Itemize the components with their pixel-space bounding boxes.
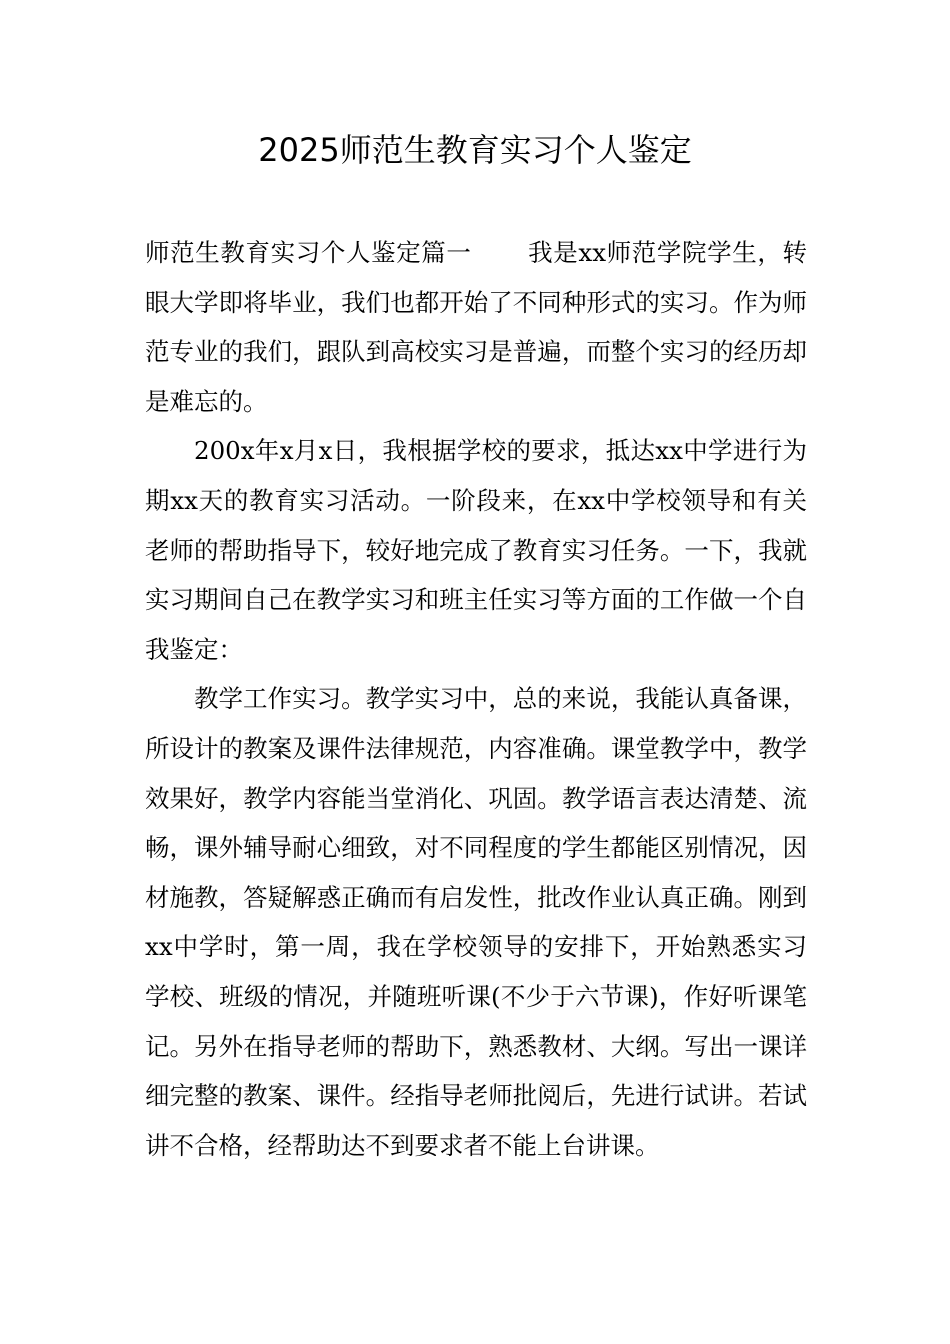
paragraph-3: 教学工作实习。教学实习中，总的来说，我能认真备课，所设计的教案及课件法律规范，内容准确。课堂教学中，教学效果好，教学内容能当堂消化、巩固。教学语言表达清楚、流畅，课外辅导耐心细致，对不同程度的学生都能区别情况，因材施教，答疑解惑正确而有启发性，批改作业认真正确。刚到xx中学时，第一周，我在学校领导的安排下，开始熟悉实习学校、班级的情况，并随班听课(不少于六节课)，作好听课笔记。另外在指导老师的帮助下，熟悉教材、大纲。写出一课详细完整的教案、课件。经指导老师批阅后，先进行试讲。若试讲不合格，经帮助达不到要求者不能上台讲课。 [145, 684, 807, 1160]
paragraph-2: 200x年x月x日，我根据学校的要求，抵达xx中学进行为期xx天的教育实习活动。一阶段来，在xx中学校领导和有关老师的帮助指导下，较好地完成了教育实习任务。一下，我就实习期间自己在教学实习和班主任实习等方面的工作做一个自我鉴定： [145, 436, 807, 664]
document-title: 2025师范生教育实习个人鉴定 [258, 131, 692, 169]
section-heading: 师范生教育实习个人鉴定篇一 [145, 238, 472, 267]
paragraph-intro-text: 我是xx师范学院学生，转眼大学即将毕业，我们也都开始了不同种形式的实习。作为师范专业的我们，跟队到高校实习是普遍，而整个实习的经历却是难忘的。 [145, 238, 808, 416]
paragraph-intro [145, 228, 807, 426]
document-body [145, 228, 807, 1170]
